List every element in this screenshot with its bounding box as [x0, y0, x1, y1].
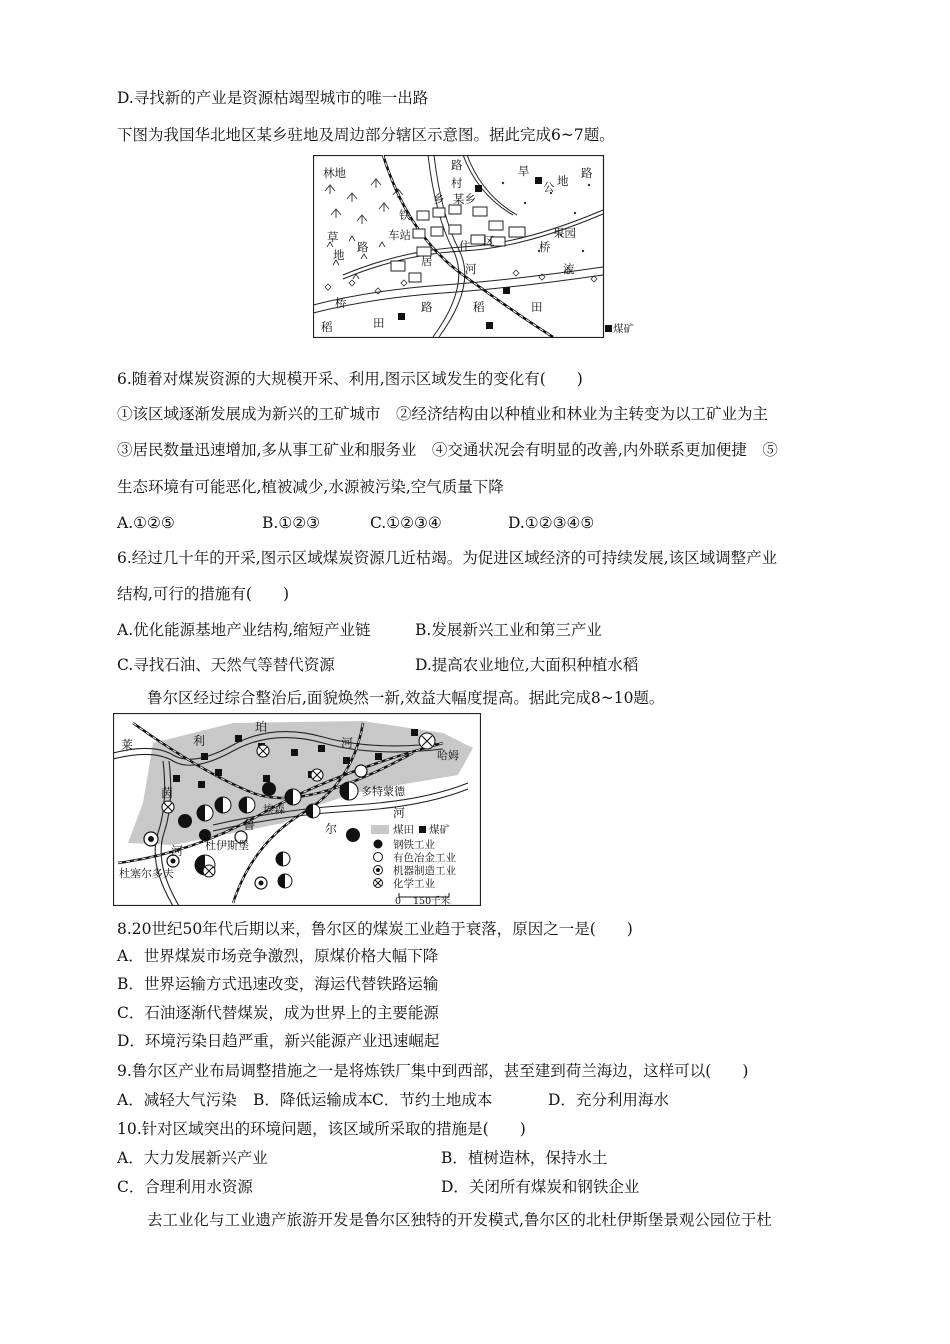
- map1-label-res-2: 住: [459, 239, 471, 253]
- map1-label-village: 村: [451, 176, 463, 190]
- q10-option-c[interactable]: C．合理利用水资源: [117, 1178, 253, 1196]
- q6a-statement-3: 生态环境有可能恶化,植被减少,水源被污染,空气质量下降: [117, 478, 504, 496]
- map1-label-rail: 铁: [399, 208, 411, 222]
- map2-label-he-top: 河: [341, 736, 354, 750]
- legend-coalfield-swatch: [371, 825, 389, 834]
- map1-label-rice-1: 稻: [321, 320, 333, 334]
- q10-options-row-1: [117, 1148, 817, 1168]
- q10-stem: 10.针对区域突出的环境问题，该区域所采取的措施是( ): [117, 1120, 526, 1138]
- q6a-stem: 6.随着对煤炭资源的大规模开采、利用,图示区域发生的变化有( ): [117, 370, 583, 388]
- map2-label-he-mid: 河: [393, 806, 406, 820]
- q6a-statement-1: ①该区域逐渐发展成为新兴的工矿城市 ②经济结构由以种植业和林业为主转变为以工矿业为主: [117, 405, 769, 423]
- map1-label-rice-2: 田: [373, 316, 385, 330]
- q9-option-b[interactable]: B．降低运输成本: [253, 1091, 373, 1109]
- map2-label-duisburg: 杜伊斯堡: [205, 839, 249, 852]
- map1-label-orchard: 果园: [553, 226, 576, 240]
- q8-option-a[interactable]: A．世界煤炭市场竞争激烈，原煤价格大幅下降: [117, 947, 439, 965]
- q10-option-a[interactable]: A．大力发展新兴产业: [117, 1149, 268, 1167]
- q6a-option-b[interactable]: B.①②③: [262, 514, 321, 532]
- map1-label-township: 某乡: [453, 192, 476, 206]
- map1-label-station: 车站: [388, 228, 411, 242]
- intro-8-10: 鲁尔区经过综合整治后,面貌焕然一新,效益大幅度提高。据此完成8~10题。: [147, 689, 665, 707]
- q6a-statement-2: ③居民数量迅速增加,多从事工矿业和服务业 ④交通状况会有明显的改善,内外联系更加便捷 ⑤: [117, 441, 778, 459]
- q10-option-b[interactable]: B．植树造林，保持水土: [441, 1149, 608, 1167]
- q6a-option-c[interactable]: C.①②③④: [370, 514, 442, 532]
- township-map: [313, 155, 650, 338]
- legend-coalfield: 煤田: [393, 824, 414, 836]
- map1-label-grass-1: 草: [327, 230, 339, 244]
- map1-label-dry-2: 地: [557, 174, 569, 188]
- q9-option-a[interactable]: A．减轻大气污染: [117, 1091, 237, 1109]
- legend-machinery: 机器制造工业: [393, 865, 456, 877]
- map1-label-dry-1: 旱: [518, 164, 530, 178]
- legend-coalmine-swatch: [419, 826, 426, 833]
- map1-label-township-left: 乡: [433, 192, 445, 206]
- scale-text: 150千米: [413, 896, 451, 906]
- map1-label-rice-right-1: 稻: [473, 300, 485, 314]
- q6b-option-c[interactable]: C.寻找石油、天然气等替代资源: [117, 656, 335, 674]
- legend-coalmine: 煤矿: [429, 824, 450, 836]
- prev-option-d: D.寻找新的产业是资源枯竭型城市的唯一出路: [117, 89, 429, 107]
- map2-label-yin: 茵: [161, 786, 174, 800]
- intro-6-7: 下图为我国华北地区某乡驻地及周边部分辖区示意图。据此完成6~7题。: [117, 126, 615, 144]
- map1-label-river-1: 河: [465, 262, 477, 276]
- map1-legend-symbol: [605, 325, 612, 332]
- map1-label-res-3: 区: [483, 234, 495, 248]
- q8-option-c[interactable]: C．石油逐渐代替煤炭，成为世界上的主要能源: [117, 1004, 439, 1022]
- q6a-option-a[interactable]: A.①②⑤: [117, 514, 175, 532]
- map1-label-road-left: 路: [357, 240, 369, 254]
- map1-label-road-bottom: 路: [421, 300, 433, 314]
- q8-option-b[interactable]: B．世界运输方式迅速改变，海运代替铁路运输: [117, 975, 439, 993]
- q6b-option-b[interactable]: B.发展新兴工业和第三产业: [415, 621, 602, 639]
- map2-label-essen: 埃森: [263, 803, 285, 816]
- map1-label-rice-right-2: 田: [531, 300, 543, 314]
- legend-chemical: 化学工业: [393, 878, 435, 890]
- q10-option-d[interactable]: D．关闭所有煤炭和钢铁企业: [441, 1178, 640, 1196]
- map2-label-er: 尔: [325, 822, 338, 836]
- map2-label-hamm: 哈姆: [437, 749, 459, 762]
- q6b-options-row-1: [117, 620, 817, 640]
- q6b-option-d[interactable]: D.提高农业地位,大面积种植水稻: [415, 656, 639, 674]
- map2-label-lu: 鲁: [243, 818, 256, 832]
- scale-zero: 0: [395, 896, 402, 906]
- q9-stem: 9.鲁尔区产业布局调整措施之一是将炼铁厂集中到西部，甚至建到荷兰海边，这样可以( ): [117, 1062, 749, 1080]
- map1-label-bridge-left: 桥: [335, 296, 347, 310]
- q8-stem: 8.20世纪50年代后期以来，鲁尔区的煤炭工业趋于衰落，原因之一是( ): [117, 920, 633, 938]
- q6b-stem-1: 6.经过几十年的开采,图示区域煤炭资源几近枯竭。为促进区域经济的可持续发展,该区域调整产业: [117, 549, 778, 567]
- q6b-option-a[interactable]: A.优化能源基地产业结构,缩短产业链: [117, 621, 371, 639]
- q6b-stem-2: 结构,可行的措施有( ): [117, 585, 290, 603]
- q6b-options-row-2: [117, 655, 817, 675]
- map1-label-bridge-right: 桥: [539, 240, 551, 254]
- map2-label-po: 珀: [255, 720, 268, 734]
- q9-option-d[interactable]: D．充分利用海水: [548, 1091, 669, 1109]
- q9-options: [117, 1090, 817, 1110]
- map1-label-river-2: 流: [563, 262, 575, 276]
- legend-nonferrous: 有色冶金工业: [393, 852, 456, 864]
- map2-label-dusseldorf: 杜塞尔多夫: [119, 867, 174, 880]
- ruhr-map: [113, 713, 481, 906]
- map1-label-forest: 林地: [323, 166, 346, 180]
- legend-nonferrous-icon: [374, 853, 383, 862]
- q6a-options: [117, 513, 817, 533]
- map1-label-gong: 公: [543, 180, 555, 194]
- map1-label-res-1: 居: [421, 254, 433, 268]
- q6a-option-d[interactable]: D.①②③④⑤: [508, 514, 595, 532]
- map2-label-dortmund: 多特蒙德: [361, 785, 405, 798]
- map1-label-road-right: 路: [581, 166, 593, 180]
- map2-label-li: 利: [193, 734, 206, 748]
- map2-label-lai: 莱: [121, 738, 134, 752]
- legend-steel-icon: [374, 840, 383, 849]
- q10-options-row-2: [117, 1177, 817, 1197]
- q9-option-c[interactable]: C．节约土地成本: [372, 1091, 493, 1109]
- map1-legend-label: 煤矿: [613, 323, 634, 335]
- closing-paragraph: 去工业化与工业遗产旅游开发是鲁尔区独特的开发模式,鲁尔区的北杜伊斯堡景观公园位于杜: [147, 1211, 772, 1229]
- q8-option-d[interactable]: D．环境污染日趋严重，新兴能源产业迅速崛起: [117, 1032, 440, 1050]
- map1-label-road-top: 路: [451, 158, 463, 172]
- map2-label-he-left: 河: [171, 844, 184, 858]
- map1-label-grass-2: 地: [333, 248, 345, 262]
- legend-steel: 钢铁工业: [393, 839, 435, 851]
